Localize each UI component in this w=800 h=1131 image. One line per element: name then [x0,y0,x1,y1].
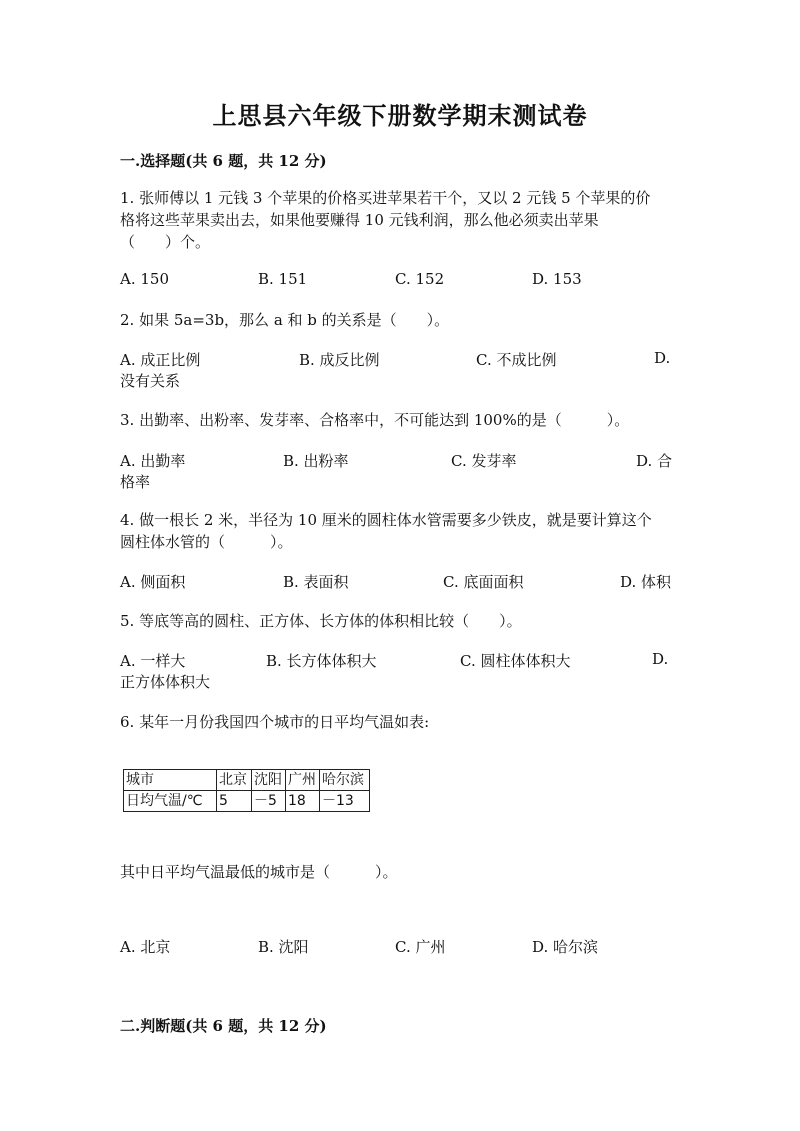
question-3-option-b: B. 出粉率 [283,452,349,470]
question-4-option-a: A. 侧面积 [120,573,186,591]
question-4-line-2: 圆柱体水管的（ ）。 [120,533,293,551]
table-cell: 18 [286,791,320,812]
question-5-option-d-wrap: 正方体体积大 [120,673,211,691]
question-5-text: 5. 等底等高的圆柱、正方体、长方体的体积相比较（ ）。 [120,612,522,630]
table-cell: 5 [217,791,252,812]
table-cell: 广州 [286,770,320,791]
question-4-option-b: B. 表面积 [283,573,349,591]
question-4-line-1: 4. 做一根长 2 米，半径为 10 厘米的圆柱体水管需要多少铁皮，就是要计算这个 [120,511,652,529]
question-6-option-b: B. 沈阳 [258,938,309,956]
question-2-text: 2. 如果 5a=3b，那么 a 和 b 的关系是（ ）。 [120,311,450,329]
table-header-row [124,770,370,791]
question-3-option-a: A. 出勤率 [120,452,186,470]
question-1-option-a: A. 150 [120,270,169,288]
question-3-option-d: D. 合 [636,452,673,470]
question-6-option-c: C. 广州 [395,938,446,956]
question-5-option-b: B. 长方体体积大 [266,652,377,670]
table-cell: 城市 [124,770,217,791]
section-heading-choice: 一.选择题(共 6 题，共 12 分) [120,152,327,170]
question-2-option-c: C. 不成比例 [476,351,557,369]
question-6-option-d: D. 哈尔滨 [532,938,599,956]
question-6-text: 6. 某年一月份我国四个城市的日平均气温如表: [120,713,430,731]
table-cell: －5 [252,791,286,812]
question-1-line-3: （ ）个。 [120,233,211,251]
question-5-option-c: C. 圆柱体体积大 [460,652,571,670]
question-6-option-a: A. 北京 [120,938,171,956]
table-row [124,791,370,812]
table-cell: －13 [320,791,370,812]
question-4-option-c: C. 底面面积 [443,573,524,591]
question-2-option-a: A. 成正比例 [120,351,201,369]
section-heading-judgment: 二.判断题(共 6 题，共 12 分) [120,1017,327,1035]
temperature-table [123,769,370,812]
question-2-option-d-wrap: 没有关系 [120,372,181,390]
table-cell: 沈阳 [252,770,286,791]
question-1-line-1: 1. 张师傅以 1 元钱 3 个苹果的价格买进苹果若干个，又以 2 元钱 5 个苹果的价 [120,189,651,207]
question-3-text: 3. 出勤率、出粉率、发芽率、合格率中，不可能达到 100%的是（ ）。 [120,411,630,429]
question-3-option-c: C. 发芽率 [451,452,517,470]
page-title: 上思县六年级下册数学期末测试卷 [212,101,588,130]
question-5-option-a: A. 一样大 [120,652,186,670]
question-1-option-c: C. 152 [395,270,445,288]
question-1-option-b: B. 151 [258,270,308,288]
question-5-option-d: D. [652,650,669,668]
question-2-option-b: B. 成反比例 [299,351,380,369]
table-cell: 哈尔滨 [320,770,370,791]
question-1-line-2: 格将这些苹果卖出去，如果他要赚得 10 元钱利润，那么他必须卖出苹果 [120,211,599,229]
table-cell: 北京 [217,770,252,791]
question-3-option-d-wrap: 格率 [120,473,151,491]
question-1-option-d: D. 153 [532,270,582,288]
question-6-question: 其中日平均气温最低的城市是（ ）。 [120,863,398,881]
question-4-option-d: D. 体积 [620,573,672,591]
table-cell: 日均气温/℃ [124,791,217,812]
question-2-option-d: D. [654,349,671,367]
